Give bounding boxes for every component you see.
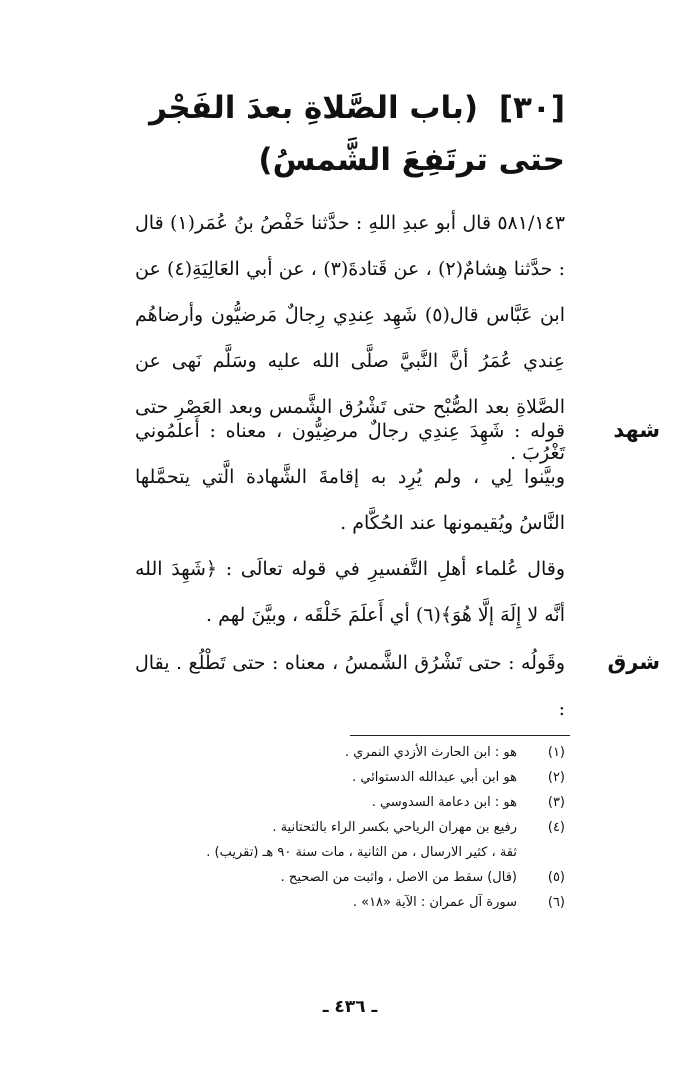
commentary-tafsir-text: وقال عُلماء أهلِ التَّفسيرِ في قوله تعالَى : ﴿شَهِدَ الله أنَّه لا إِلَهَ إلَّا هُوَ﴾(٦) أي أَعلَمَ خَلْقَه ، وبيَّنَ لهم .: [135, 558, 565, 626]
footnotes: [125, 740, 565, 915]
footnote-continuation: ثقة ، كثير الارسال ، من الثانية ، مات سنة ٩٠ هـ (تقريب) .: [206, 845, 517, 860]
commentary-shahida: [135, 408, 565, 546]
margin-term-sharaqa: شرق: [607, 650, 660, 674]
commentary-sharaqa-text: وقَولُه : حتى تَشْرُق الشَّمسُ ، معناه : حتى تَطْلُع . يقال :: [135, 652, 565, 720]
footnote-item: [125, 790, 565, 815]
footnote-number: (٢): [547, 770, 565, 785]
footnote-number: (٤): [547, 820, 565, 835]
footnote-divider: [350, 735, 570, 736]
footnote-number: (٣): [547, 795, 565, 810]
footnote-number: (٥): [547, 870, 565, 885]
chapter-title: (باب الصَّلاةِ بعدَ الفَجْر حتى ترتَفِعَ الشَّمسُ): [149, 90, 565, 178]
chapter-number: [٣٠]: [498, 90, 565, 126]
footnote-text: (قال) سقط من الاصل ، واثبت من الصحيح .: [280, 870, 517, 885]
footnote-item: [125, 765, 565, 790]
footnote-text: هو : ابن الحارث الأزدي النمري .: [344, 745, 517, 760]
footnote-number: (١): [547, 745, 565, 760]
footnote-text: هو ابن أبي عبدالله الدستوائي .: [352, 770, 517, 785]
footnote-number: (٦): [547, 895, 565, 910]
footnote-text: رفيع بن مهران الرياحي بكسر الراء بالتحتانية .: [272, 820, 517, 835]
hadith-paragraph: ٥٨١/١٤٣ قال أبو عبدِ اللهِ : حدَّثنا حَفْصُ بنُ عُمَر(١) قال : حدَّثنا هِشامٌ(٢) ، عن قَتادةَ(٣) ، عن أبي العَالِيَةِ(٤) عن ابن عَبَّاس قال(٥) شَهِد عِندِي رِجالٌ مَرضيُّون وأرضاهُم عِندي عُمَرُ أنَّ النَّبيَّ صلَّى الله عليه وسَلَّم نَهى عن الصَّلاةِ بعد الصُّبْح حتى تَشْرُق الشَّمس وبعد العَصْرِ حتى تَغْرُبَ .: [135, 212, 565, 464]
commentary-sharaqa: [135, 640, 565, 732]
footnote-item: [125, 890, 565, 915]
footnote-item: [125, 865, 565, 890]
footnote-item: [125, 815, 565, 840]
page-number: ـ ٤٣٦ ـ: [322, 997, 378, 1017]
footnote-item: [125, 740, 565, 765]
footnote-text: هو : ابن دعامة السدوسي .: [371, 795, 517, 810]
chapter-heading: [95, 82, 565, 186]
commentary-tafsir: [135, 546, 565, 638]
margin-term-shahida: شهد: [613, 418, 660, 442]
commentary-shahida-text: قوله : شَهِدَ عِندِي رجالٌ مرضِيُّون ، معناه : أَعلمُوني وبيَّنوا لِي ، ولم يُرِد به إقامةَ الشَّهادة الَّتي يتحمَّلها النَّاسُ ويُقيمونها عند الحُكَّام .: [135, 420, 565, 534]
footnote-text: سورة آل عمران : الآية «١٨» .: [352, 895, 517, 910]
